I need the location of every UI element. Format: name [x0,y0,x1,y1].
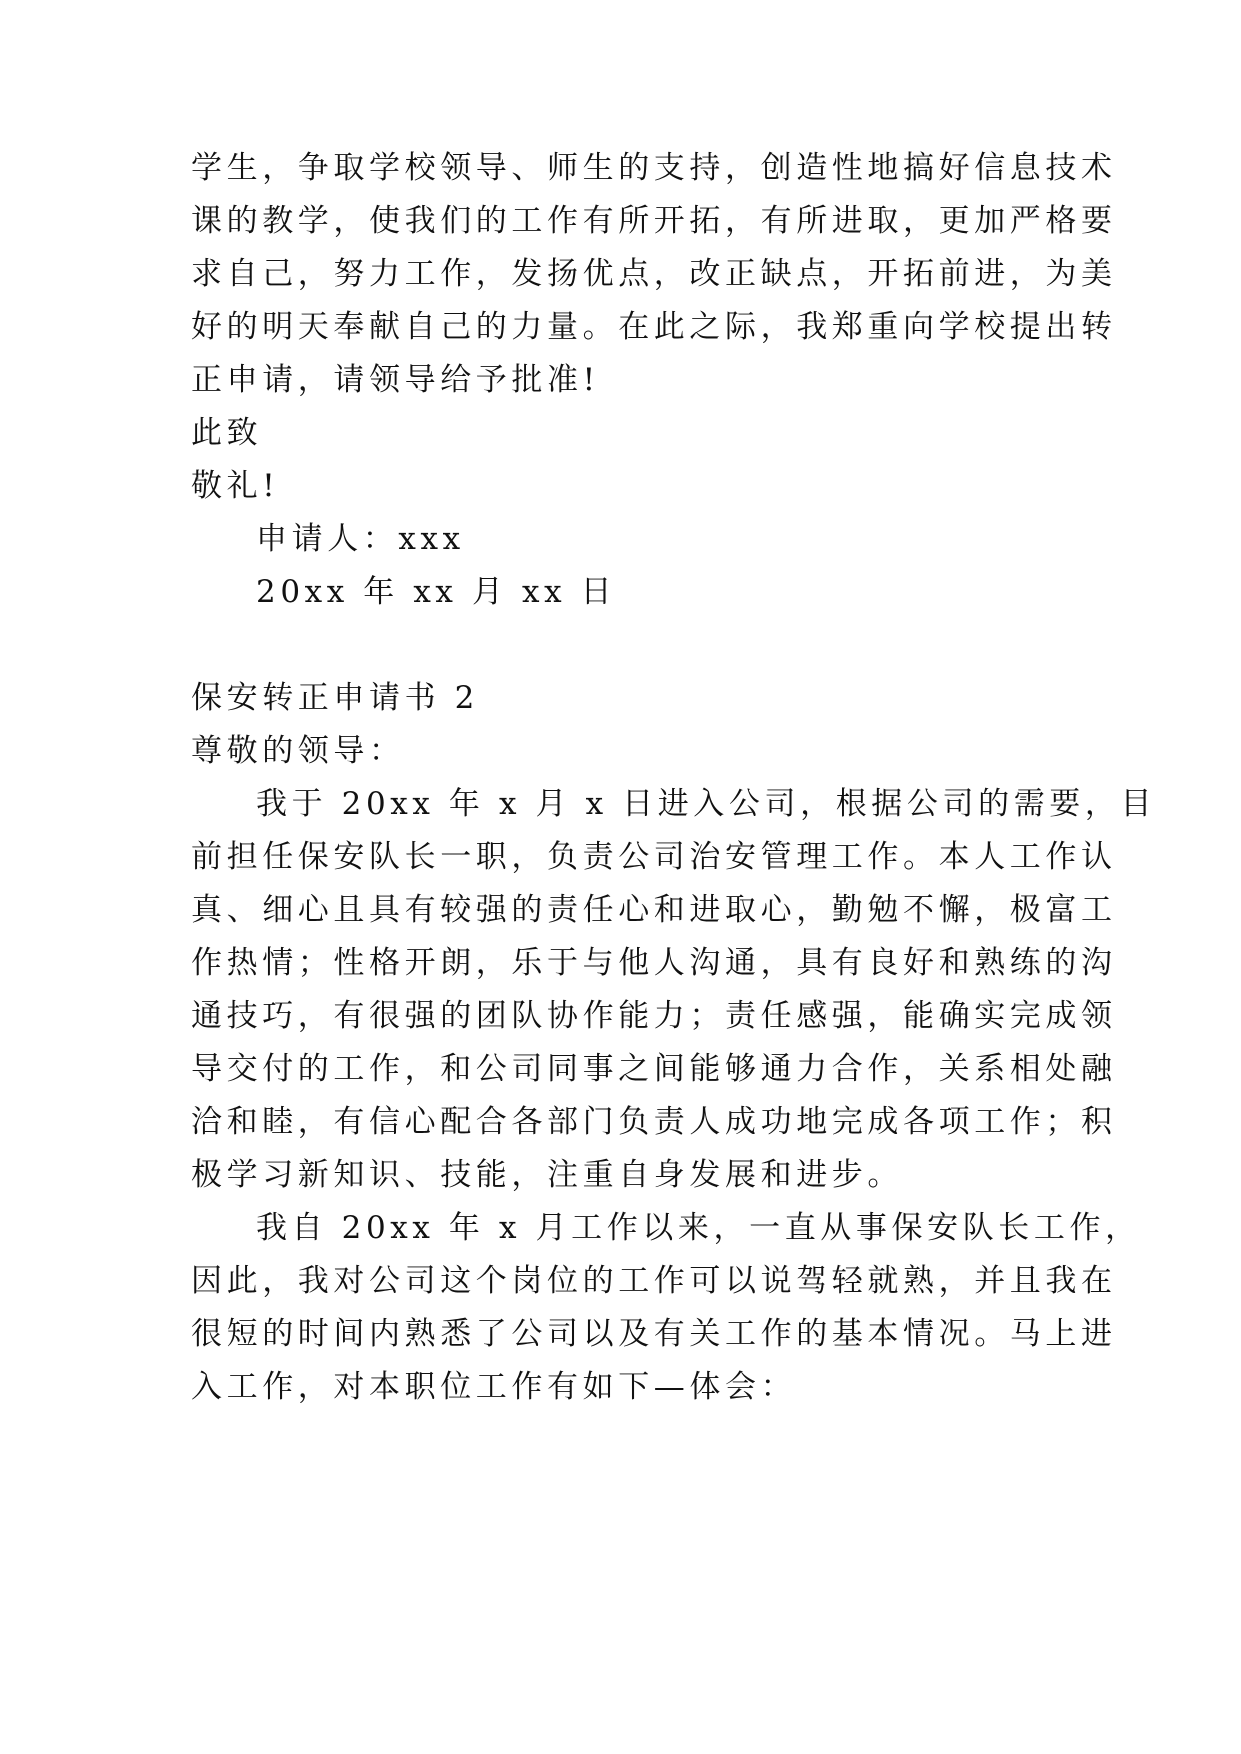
paragraph-line: 我于 20xx 年 x 月 x 日进入公司，根据公司的需要，目 [256,786,1157,822]
paragraph-line: 通技巧，有很强的团队协作能力；责任感强，能确实完成领 [191,998,1117,1034]
paragraph-line: 我自 20xx 年 x 月工作以来，一直从事保安队长工作， [256,1210,1141,1246]
paragraph-line: 课的教学，使我们的工作有所开拓，有所进取，更加严格要 [191,203,1117,239]
paragraph-line: 因此，我对公司这个岗位的工作可以说驾轻就熟，并且我在 [191,1263,1117,1299]
paragraph-line: 极学习新知识、技能，注重自身发展和进步。 [191,1157,903,1193]
paragraph-line: 入工作，对本职位工作有如下—体会： [191,1369,797,1405]
signature-date: 20xx 年 xx 月 xx 日 [256,574,617,610]
paragraph-line: 导交付的工作，和公司同事之间能够通力合作，关系相处融 [191,1051,1117,1087]
paragraph-line: 正申请，请领导给予批准! [191,362,600,398]
paragraph-line: 好的明天奉献自己的力量。在此之际，我郑重向学校提出转 [191,309,1117,345]
paragraph-line: 求自己，努力工作，发扬优点，改正缺点，开拓前进，为美 [191,256,1117,292]
paragraph-line: 洽和睦，有信心配合各部门负责人成功地完成各项工作；积 [191,1104,1117,1140]
paragraph-line: 真、细心且具有较强的责任心和进取心，勤勉不懈，极富工 [191,892,1117,928]
paragraph-line: 很短的时间内熟悉了公司以及有关工作的基本情况。马上进 [191,1316,1117,1352]
paragraph-line: 作热情；性格开朗，乐于与他人沟通，具有良好和熟练的沟 [191,945,1117,981]
closing-regards: 敬礼! [191,468,280,504]
applicant-signature: 申请人：xxx [256,521,465,557]
section-title: 保安转正申请书 2 [191,680,479,716]
paragraph-line: 学生，争取学校领导、师生的支持，创造性地搞好信息技术 [191,150,1117,186]
closing-salutation: 此致 [191,415,263,451]
paragraph-line: 前担任保安队长一职，负责公司治安管理工作。本人工作认 [191,839,1117,875]
salutation: 尊敬的领导： [191,733,405,769]
